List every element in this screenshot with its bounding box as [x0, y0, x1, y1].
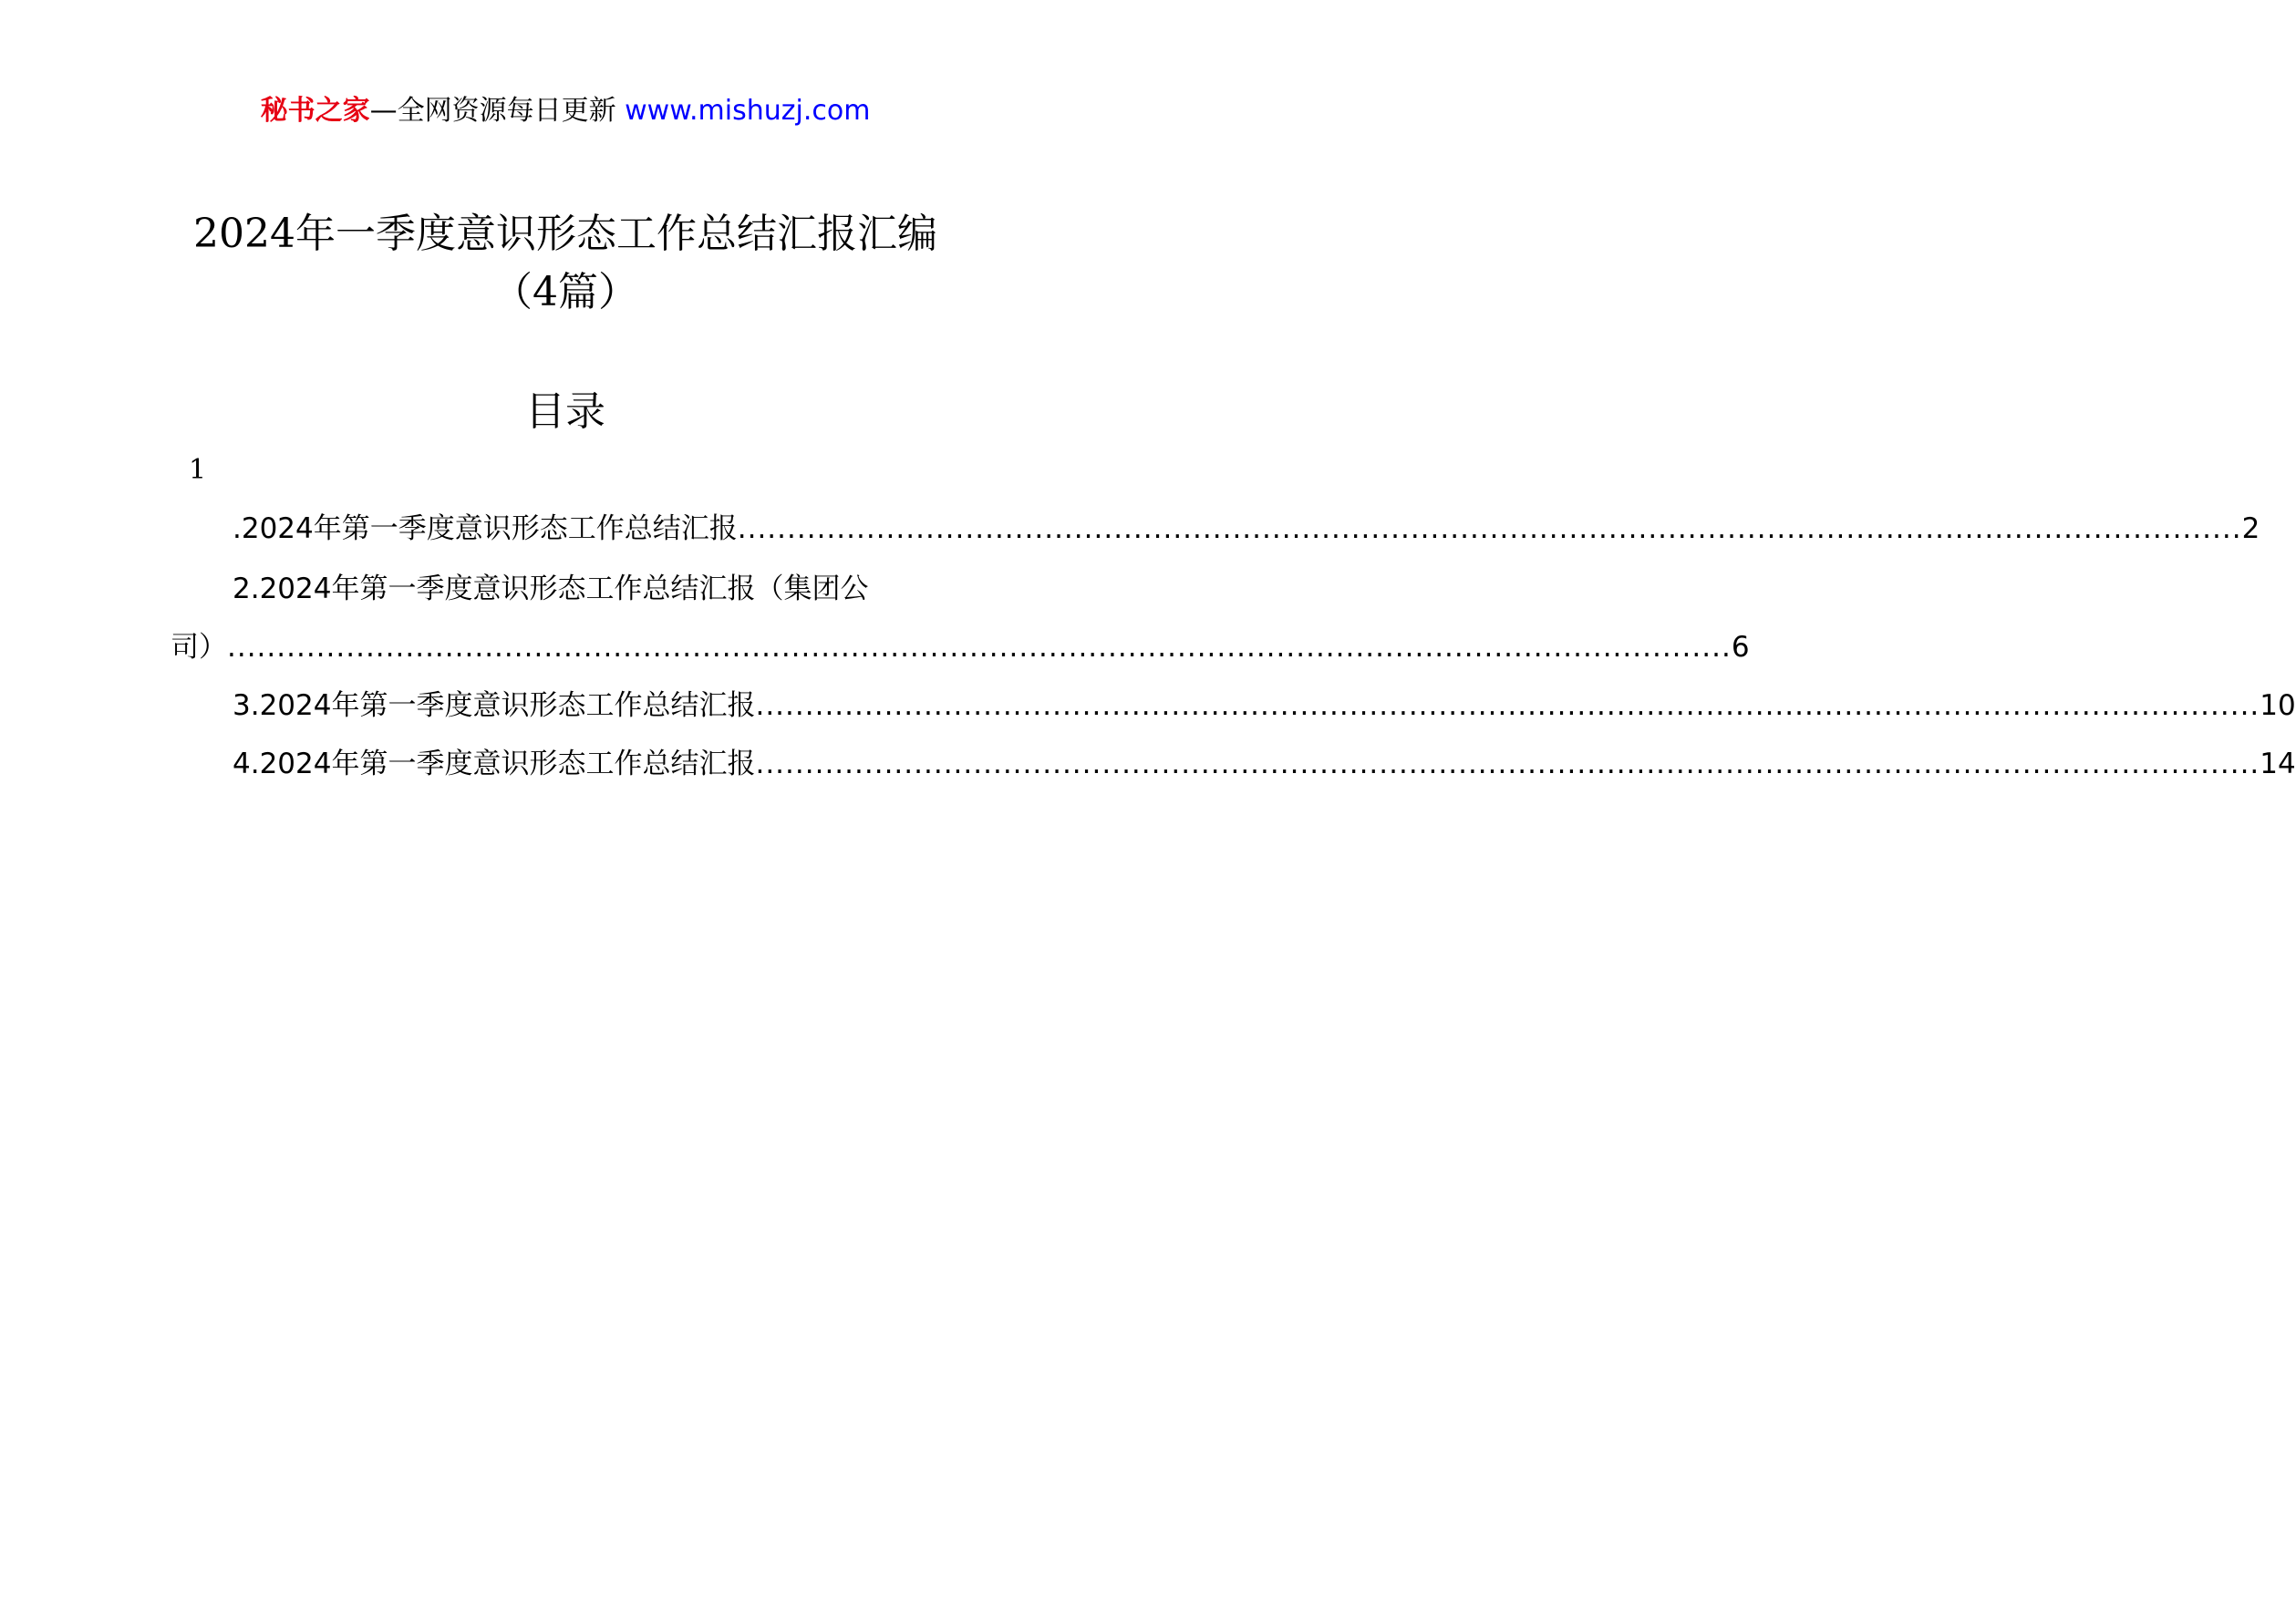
- toc-entry-title: 3.2024年第一季度意识形态工作总结汇报: [233, 689, 756, 722]
- toc-leader-dots: ........................................................................................................................................................: [227, 631, 1732, 664]
- toc-page-number: 6: [1731, 631, 1750, 664]
- toc-entry-2[interactable]: [233, 569, 957, 609]
- toc-page-number: 14: [2260, 748, 2296, 780]
- header-slogan: —全网资源每日更新: [369, 95, 616, 127]
- site-url-link[interactable]: www.mishuzj.com: [625, 95, 871, 127]
- toc-entry-title: 2.2024年第一季度意识形态工作总结汇报（集团公: [233, 573, 869, 605]
- toc-entry-1[interactable]: [233, 509, 2260, 549]
- toc-page-number: 10: [2260, 689, 2296, 722]
- toc-stray-number: 1: [189, 454, 207, 486]
- toc-entry-4[interactable]: [233, 744, 2296, 784]
- site-header: [0, 91, 1131, 131]
- document-title: [0, 205, 1131, 322]
- toc-leader-dots: ........................................................................................................................................................: [737, 512, 2242, 545]
- toc-entry-title: .2024年第一季度意识形态工作总结汇报: [233, 512, 738, 545]
- title-line-1: 2024年一季度意识形态工作总结汇报汇编: [193, 211, 937, 257]
- title-line-2: （4篇）: [492, 269, 638, 315]
- toc-leader-dots: ........................................................................................................................................................: [755, 748, 2260, 780]
- toc-entry-2-continuation[interactable]: [171, 627, 1750, 667]
- toc-entry-title-continuation: 司）: [171, 631, 227, 664]
- toc-page-number: 2: [2241, 512, 2260, 545]
- brand-name: 秘书之家: [260, 95, 370, 127]
- toc-heading: 目录: [525, 388, 605, 435]
- toc-entry-3[interactable]: [233, 686, 2296, 726]
- toc-leader-dots: ........................................................................................................................................................: [755, 689, 2260, 722]
- toc-entry-title: 4.2024年第一季度意识形态工作总结汇报: [233, 748, 756, 780]
